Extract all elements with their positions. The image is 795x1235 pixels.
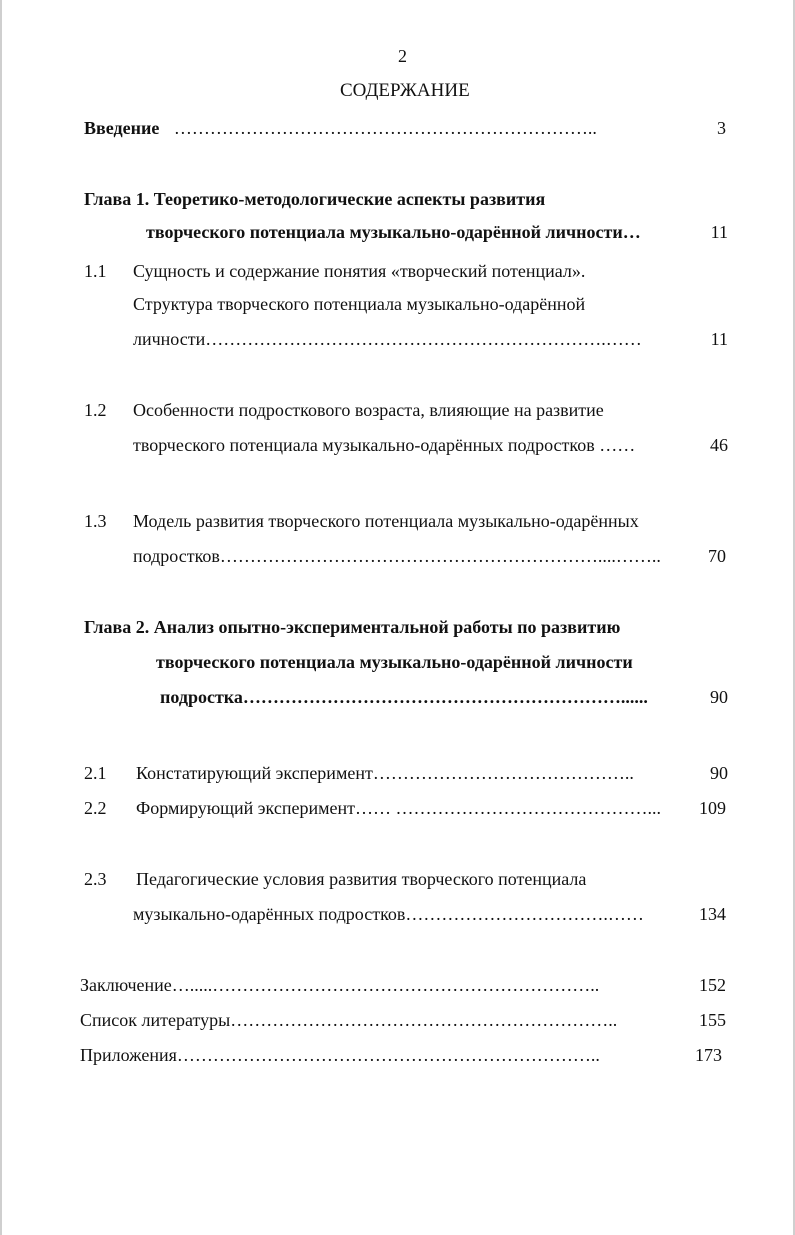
toc-chapter-1-title-line1[interactable]: Глава 1. Теоретико-методологические аспекты развития — [84, 189, 546, 209]
toc-section-2-3-number: 2.3 — [84, 869, 107, 889]
toc-section-2-3-line1[interactable]: Педагогические условия развития творческого потенциала — [136, 869, 587, 889]
toc-section-2-2-page: 109 — [699, 798, 726, 818]
toc-section-1-3-line2[interactable]: подростков………………………………………………………....…….. — [133, 546, 661, 566]
toc-section-1-2-line2[interactable]: творческого потенциала музыкально-одарённых подростков …… — [133, 435, 636, 455]
toc-section-1-1-line1[interactable]: Сущность и содержание понятия «творческий потенциал». — [133, 261, 586, 281]
toc-section-1-3-number: 1.3 — [84, 511, 107, 531]
toc-section-2-2-number: 2.2 — [84, 798, 107, 818]
toc-section-1-1-number: 1.1 — [84, 261, 107, 281]
toc-intro-page: 3 — [717, 118, 726, 138]
toc-appendices-page: 173 — [695, 1045, 722, 1065]
toc-section-1-1-line2[interactable]: Структура творческого потенциала музыкально-одарённой — [133, 294, 586, 314]
toc-chapter-1-title-line2[interactable]: творческого потенциала музыкально-одарённой личности… — [146, 222, 641, 242]
toc-section-2-3-page: 134 — [699, 904, 726, 924]
toc-bibliography-page: 155 — [699, 1010, 726, 1030]
toc-section-1-2-line1[interactable]: Особенности подросткового возраста, влияющие на развитие — [133, 400, 604, 420]
toc-section-2-1-number: 2.1 — [84, 763, 107, 783]
left-scan-edge — [0, 0, 2, 1235]
toc-section-1-3-line1[interactable]: Модель развития творческого потенциала музыкально-одарённых — [133, 511, 639, 531]
toc-intro[interactable] — [84, 117, 684, 139]
toc-conclusion-page: 152 — [699, 975, 726, 995]
toc-section-2-1-page: 90 — [710, 763, 728, 783]
toc-section-1-1-page: 11 — [710, 329, 728, 349]
toc-section-1-2-number: 1.2 — [84, 400, 107, 420]
toc-section-1-1-line3[interactable]: личности………………………………………………………….…… — [133, 329, 642, 349]
toc-section-2-2-label[interactable]: Формирующий эксперимент…… ……………………………………... — [136, 798, 661, 818]
toc-chapter-2-title-line1[interactable]: Глава 2. Анализ опытно-экспериментальной работы по развитию — [84, 617, 621, 637]
toc-appendices[interactable]: Приложения…………………………………………………………….. — [80, 1045, 600, 1065]
toc-bibliography[interactable]: Список литературы……………………………………………………….. — [80, 1010, 618, 1030]
toc-section-1-3-page: 70 — [708, 546, 726, 566]
toc-chapter-2-title-line2[interactable]: творческого потенциала музыкально-одарённой личности — [156, 652, 633, 672]
toc-chapter-2-page: 90 — [710, 687, 728, 707]
toc-section-1-2-page: 46 — [710, 435, 728, 455]
toc-section-2-1-label[interactable]: Констатирующий эксперимент…………………………………….. — [136, 763, 634, 783]
page-title: СОДЕРЖАНИЕ — [340, 80, 470, 101]
toc-chapter-2-title-line3[interactable]: подростка………………………………………………………...... — [160, 687, 648, 707]
toc-intro-dots: …………………………………………………………….. — [173, 118, 597, 138]
page-number: 2 — [398, 46, 407, 66]
toc-section-2-3-line2[interactable]: музыкально-одарённых подростков…………………………….…… — [133, 904, 644, 924]
toc-intro-label: Введение — [84, 118, 164, 138]
toc-chapter-1-page: 11 — [710, 222, 728, 242]
toc-conclusion[interactable]: Заключение….....……………………………………………………….. — [80, 975, 600, 995]
